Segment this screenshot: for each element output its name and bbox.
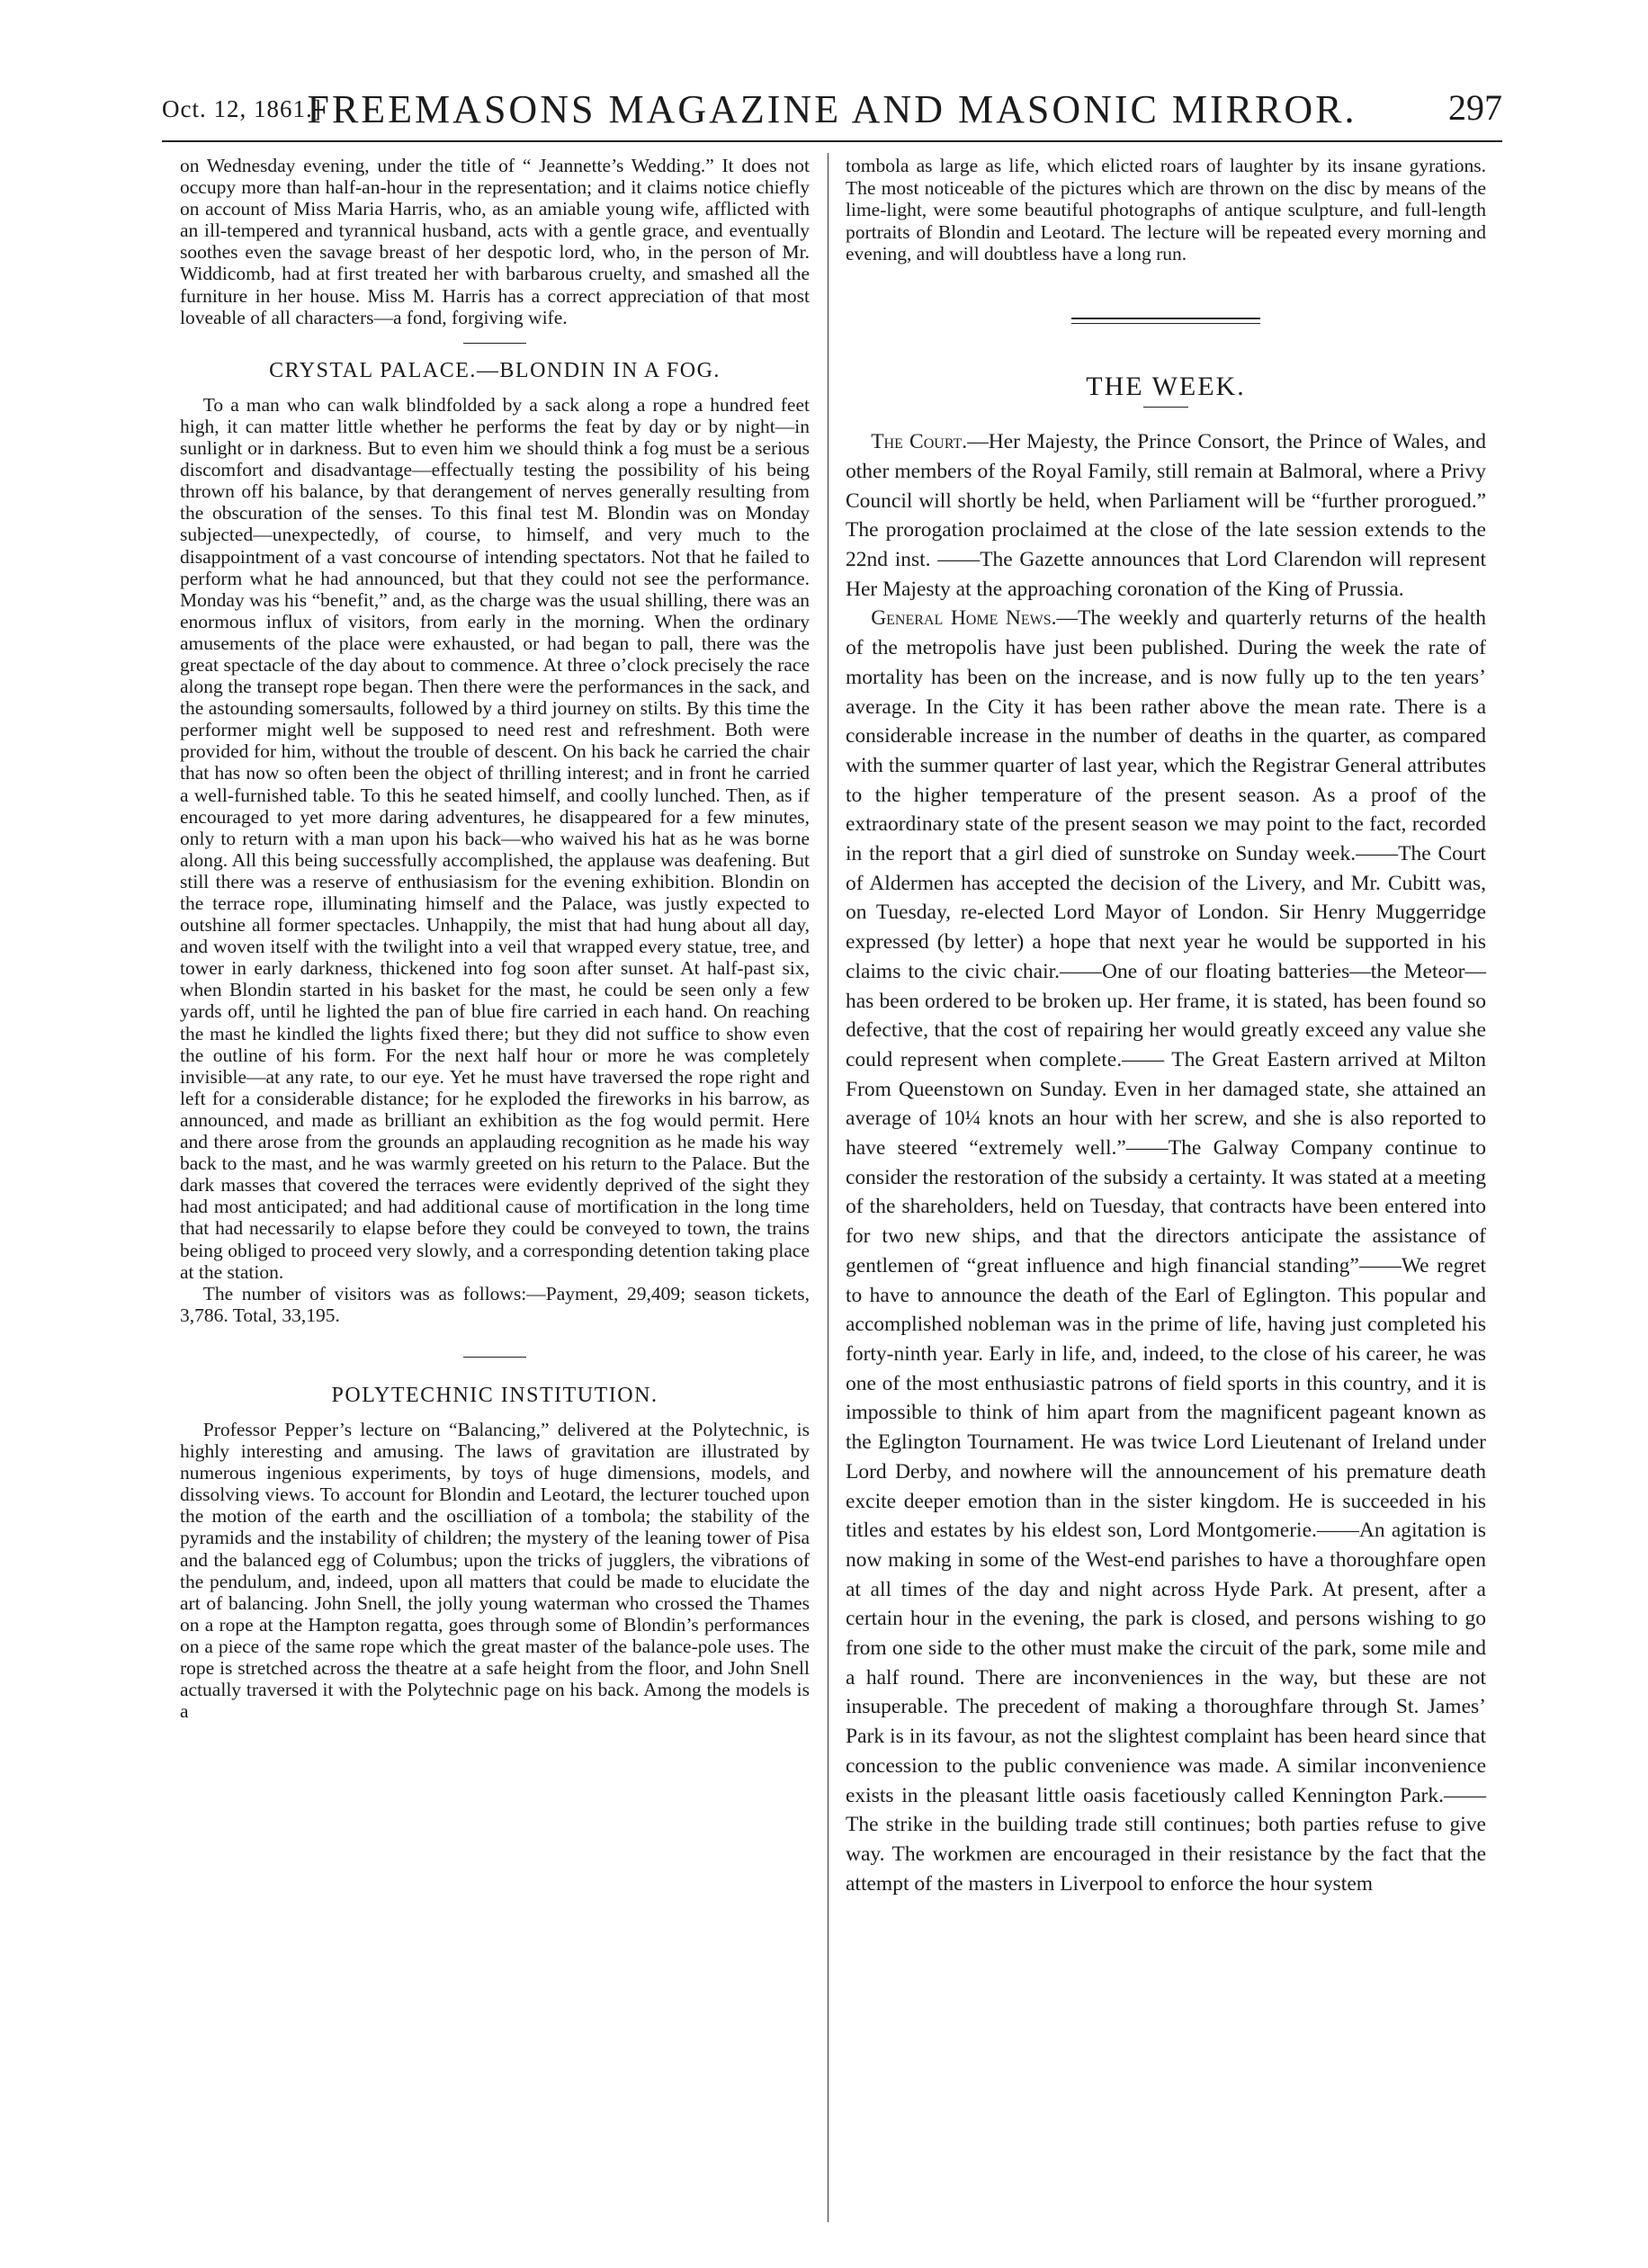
crystal-palace-heading: CRYSTAL PALACE.—BLONDIN IN A FOG. bbox=[269, 358, 721, 382]
court-lead-in: The Court. bbox=[871, 430, 968, 454]
polytechnic-paragraph: Professor Pepper’s lecture on “Balancing,” delivered at the Polytechnic, is highly interesting and amusing. The laws of gravitation are illustrated by numerous ingenious experiments, by toys of huge dimensions, models, and dissolving views. To account for Blondin and Leotard, the lecturer touched upon the motion of the earth and the oscilliation of a tombola; the stability of the pyramids and the instability of children; the mystery of the leaning tower of Pisa and the balanced egg of Columbus; upon the tricks of jugglers, the vibrations of the pendulum, and, indeed, upon all matters that could be made to elucidate the art of balancing. John Snell, the jolly young waterman who crossed the Thames on a rope at the Hampton regatta, goes through some of Blondin’s performances on a piece of the same rope which the great master of the balance-pole uses. The rope is stretched across the theatre at a safe height from the floor, and John Snell actually traversed it with the Polytechnic page on his back. Among the models is a bbox=[180, 1418, 810, 1723]
court-news-text: —Her Majesty, the Prince Consort, the Prince of Wales, and other members of the Royal Family, still remain at Balmoral, where a Privy Council will shortly be held, when Parliament will be “further prorogued.” The prorogation proclaimed at the close of the late session extends to the 22nd inst. ——The Gazette announces that Lord Clarendon will represent Her Majesty at the approaching coronation of the King of Prussia. bbox=[846, 430, 1487, 601]
polytechnic-heading: POLYTECHNIC INSTITUTION. bbox=[331, 1383, 658, 1407]
page-number: 297 bbox=[1448, 87, 1502, 128]
right-column bbox=[846, 155, 1486, 1898]
publication-title: FREEMASONS MAGAZINE AND MASONIC MIRROR. bbox=[307, 87, 1357, 131]
double-rule-divider bbox=[1071, 318, 1260, 324]
general-news-lead-in: General Home News. bbox=[871, 606, 1057, 631]
visitor-numbers-paragraph: The number of visitors was as follows:—Payment, 29,409; season tickets, 3,786. Total, 33,195. bbox=[180, 1282, 810, 1326]
left-column bbox=[180, 155, 810, 1722]
the-week-heading: THE WEEK. bbox=[1086, 371, 1246, 401]
general-news-text: —The weekly and quarterly returns of the health of the metropolis have just been published. During the week the rate of mortality has been on the increase, and is now fully up to the ten years’ average. In the City it has been rather above the mean rate. There is a considerable increase in the number of deaths in the quarter, as compared with the summer quarter of last year, which the Registrar General attributes to the higher temperature of the present season. As a proof of the extraordinary state of the present season we may point to the fact, recorded in the report that a girl died of sunstroke on Sunday week.——The Court of Aldermen has accepted the decision of the Livery, and Mr. Cubitt was, on Tuesday, re-elected Lord Mayor of London. Sir Henry Muggerridge expressed (by letter) a hope that next year he would be supported in his claims to the civic chair.——One of our floating batteries—the Meteor—has been ordered to be broken up. Her frame, it is stated, has been found so defective, that the cost of repairing her would greatly exceed any value she could represent when complete.—— The Great Eastern arrived at Milton From Queenstown on Sunday. Even in her damaged state, she attained an average of 10¼ knots an hour with her screw, and she is also reported to have steered “extremely well.”——The Galway Company continue to consider the restoration of the subsidy a certainty. It was stated at a meeting of the shareholders, held on Tuesday, that contracts have been entered into for two new ships, and that the directors anticipate the assistance of gentlemen of “great influence and high financial standing”——We regret to have to announce the death of the Earl of Eglington. This popular and accomplished nobleman was in the prime of life, having just completed his forty-ninth year. Early in life, and, indeed, to the close of his career, he was one of the most enthusiastic patrons of field sports in this country, and it is impossible to think of him apart from the magnificent pageant known as the Eglington Tournament. He was twice Lord Lieutenant of Ireland under Lord Derby, and nowhere will the announcement of his premature death excite deeper emotion than in the sister kingdom. He is succeeded in his titles and estates by his eldest son, Lord Montgomerie.——An agitation is now making in some of the West-end parishes to have a thoroughfare open at all times of the day and night across Hyde Park. At present, after a certain hour in the evening, the park is closed, and persons wishing to go from one side to the other must make the circuit of the park, some mile and a half round. There are inconveniences in the way, but these are not insuperable. The precedent of making a thoroughfare through St. James’ Park is in its favour, as not the slightest complaint has been heard since that concession to the public convenience was made. A similar inconvenience exists in the pleasant little oasis facetiously called Kennington Park.——The strike in the building trade still continues; both parties refuse to give way. The workmen are encouraged in their resistance by the fact that the attempt of the masters in Liverpool to enforce the hour system bbox=[846, 606, 1486, 1896]
court-news-paragraph bbox=[846, 427, 1486, 604]
section-divider bbox=[463, 343, 526, 344]
page-header bbox=[162, 83, 1502, 137]
polytechnic-continuation: tombola as large as life, which elicted roars of laughter by its insane gyrations. The most noticeable of the pictures which are thrown on the disc by means of the lime-light, were some beautiful photographs of antique sculpture, and full-length portraits of Blondin and Leotard. The lecture will be repeated every morning and evening, and will doubtless have a long run. bbox=[846, 155, 1486, 264]
general-news-paragraph bbox=[846, 604, 1486, 1898]
issue-date: Oct. 12, 1861.] bbox=[162, 95, 322, 122]
heading-underline bbox=[1143, 407, 1188, 408]
crystal-palace-paragraph: To a man who can walk blindfolded by a sack along a rope a hundred feet high, it can matter little whether he performs the feat by day or by night—in sunlight or in darkness. But to even him we should think a fog must be a serious discomfort and disadvantage—effectually testing the possibility of his being thrown off his balance, by that derangement of nerves generally resulting from the obscuration of the senses. To this final test M. Blondin was on Monday subjected—unexpectedly, of course, to himself, and very much to the disappointment of a vast concourse of intending spectators. Not that he failed to perform what he had announced, but that they could not see the performance. Monday was his “benefit,” and, as the charge was the usual shilling, there was an enormous influx of visitors, from early in the morning. When the ordinary amusements of the place were exhausted, or had began to pall, there was the great spectacle of the day about to commence. At three o’clock precisely the race along the transept rope began. Then there were the performances in the sack, and the astounding somersaults, followed by a third journey on stilts. By this time the performer might well be supposed to need rest and refreshment. Both were provided for him, without the trouble of descent. On his back he carried the chair that has now so often been the object of thrilling interest; and in front he carried a well-furnished table. To this he seated himself, and coolly lunched. Then, as if encouraged to yet more daring adventures, he disappeared for a few minutes, only to return with a man upon his back—who waived his hat as he was borne along. All this being successfully accomplished, the applause was deafening. But still there was a reserve of enthusiasism for the evening exhibition. Blondin on the terrace rope, illuminating himself and the Palace, was justly expected to outshine all former spectacles. Unhappily, the mist that had hung about all day, and woven itself with the twilight into a veil that wrapped every statue, tree, and tower in early darkness, thickened into fog soon after sunset. At half-past six, when Blondin started in his basket for the mast, he could be seen only a few yards off, until he lighted the pan of blue fire carried in each hand. On reaching the mast he kindled the lights fixed there; but they did not suffice to show even the outline of his form. For the next half hour or more he was completely invisible—at any rate, to our eye. Yet he must have traversed the rope right and left for a considerable distance; for he exploded the fireworks in his barrow, as announced, and made as brilliant an exhibition as the fog would permit. Here and there arose from the grounds an applauding recognition as he made his way back to the mast, and he was warmly greeted on his return to the Palace. But the dark masses that covered the terraces were evidently deprived of the sight they had most anticipated; and had additional cause of mortification in the long time that had necessarily to elapse before they could be conveyed to town, the trains being obliged to proceed very slowly, and a corresponding detention taking place at the station. bbox=[180, 393, 810, 1283]
section-divider bbox=[463, 1357, 526, 1358]
theatre-review-paragraph: on Wednesday evening, under the title of “ Jeannette’s Wedding.” It does not occupy more than half-an-hour in the representation; and it claims notice chiefly on account of Miss Maria Harris, who, as an amiable young wife, afflicted with an ill-tempered and tyrannical husband, acts with a gentle grace, and eventually soothes even the savage breast of her despotic lord, who, in the person of Mr. Widdicomb, had at first treated her with barbarous cruelty, and smashed all the furniture in her house. Miss M. Harris has a correct appreciation of that most loveable of all characters—a fond, forgiving wife. bbox=[180, 155, 810, 328]
header-rule bbox=[162, 140, 1502, 142]
